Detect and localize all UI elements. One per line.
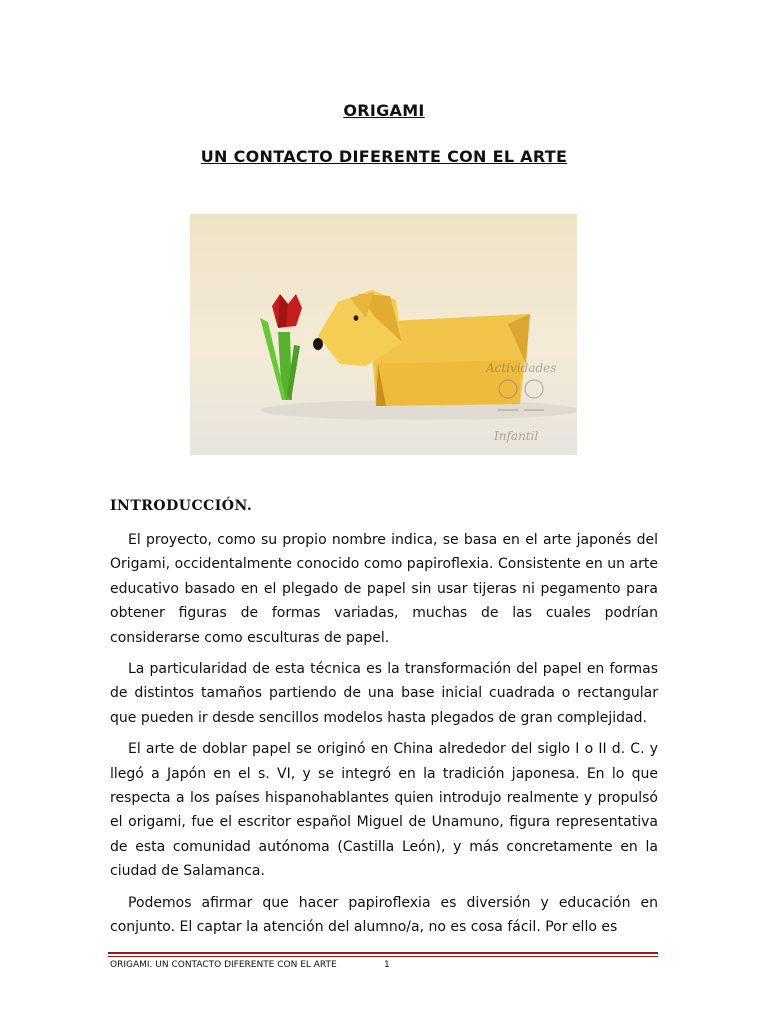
document-title: ORIGAMI <box>343 101 425 120</box>
footer-rule-thin <box>108 956 658 957</box>
section-heading: INTRODUCCIÓN. <box>110 498 253 514</box>
origami-photo <box>190 214 577 455</box>
body-text <box>110 528 658 947</box>
watermark-line1: Actividades <box>486 361 557 375</box>
page-number: 1 <box>384 960 390 970</box>
paragraph: El arte de doblar papel se originó en China alrededor del siglo I o II d. C. y llegó a Japón en el s. VI, y se integró en la tradición japonesa. En lo que respecta a los países hispanohablantes quien introdujo realmente y propulsó el origami, fue el escritor español Miguel de Unamuno, figura representativa de esta comunidad autónoma (Castilla León), y más concretamente en la ciudad de Salamanca. <box>110 741 658 880</box>
paragraph: El proyecto, como su propio nombre indica, se basa en el arte japonés del Origami, occidentalmente conocido como papiroflexia. Consistente en un arte educativo basado en el plegado de papel sin usar tijeras ni pegamento para obtener figuras de formas variadas, muchas de las cuales podrían considerarse como esculturas de papel. <box>110 532 658 646</box>
paragraph: La particularidad de esta técnica es la transformación del papel en formas de distintos tamaños partiendo de una base inicial cuadrada o rectangular que pueden ir desde sencillos modelos hasta plegados de gran complejidad. <box>110 661 658 726</box>
document-subtitle: UN CONTACTO DIFERENTE CON EL ARTE <box>200 147 568 166</box>
watermark-line2: Infantil <box>494 429 539 443</box>
footer-text: ORIGAMI. UN CONTACTO DIFERENTE CON EL ARTE <box>110 960 337 970</box>
paragraph: Podemos afirmar que hacer papiroflexia es diversión y educación en conjunto. El captar la atención del alumno/a, no es cosa fácil. Por ello es <box>110 894 658 936</box>
footer-rule <box>108 952 658 954</box>
